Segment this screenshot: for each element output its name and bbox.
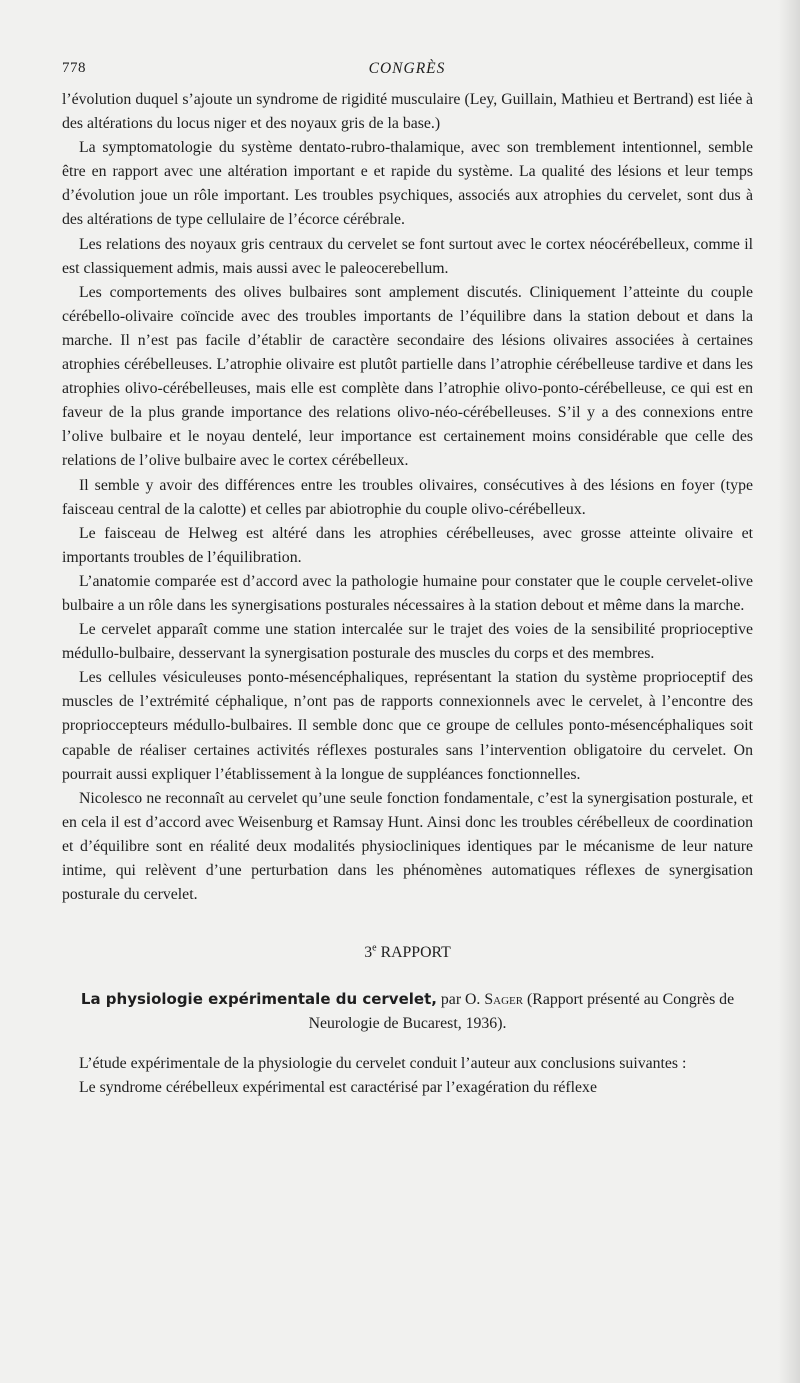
report-title: La physiologie expérimentale du cervelet, [80, 990, 437, 1009]
page-edge-shadow [778, 0, 800, 1383]
running-header [62, 60, 752, 84]
paragraph: Le faisceau de Helweg est altéré dans les atrophies cérébelleuses, avec grosse atteinte olivaire et importants troubles de l’équilibration. [62, 524, 753, 566]
section-number: 3 [364, 944, 373, 962]
paragraph: l’évolution duquel s’ajoute un syndrome de rigidité musculaire (Ley, Guillain, Mathieu et Bertrand) est liée à des altérations du locus niger et des noyaux gris de la base.) [62, 91, 753, 133]
paragraph: Les cellules vésiculeuses ponto-mésencéphaliques, représentant la station du système proprioceptif des muscles de l’extrémité céphalique, n’ont pas de rapports connexionnels avec le cervelet, à l’encontre des proprioccepteurs médullo-bulbaires. Il semble donc que ce groupe de cellules ponto-mésencéphaliques soit capable de réaliser certaines activités réflexes posturales sans l’intervention obligatoire du cervelet. On pourrait aussi expliquer l’établissement à la longue de suppléances fonctionnelles. [62, 669, 753, 783]
paragraph: Les relations des noyaux gris centraux du cervelet se font surtout avec le cortex néocérébelleux, comme il est classiquement admis, mais aussi avec le paleocerebellum. [62, 235, 753, 277]
report-author: Sager [484, 991, 524, 1009]
section-ordinal-suffix: e [372, 942, 377, 954]
paragraph: Les comportements des olives bulbaires sont amplement discutés. Cliniquement l’atteinte du couple cérébello-olivaire coïncide avec des troubles importants de l’équilibre dans la station debout et dans la marche. Il n’est pas facile d’établir de caractère secondaire des lésions olivaires associées à certaines atrophies cérébelleuses. L’atrophie olivaire est plutôt partielle dans l’atrophie cérébelleuse tardive et dans les atrophies olivo-cérébelleuses, mais elle est complète dans l’atrophie olivo-ponto-cérébelleuse, ce qui est en faveur de la plus grande importance des relations olivo-néo-cérébelleuses. S’il y a des connexions entre l’olive bulbaire et le noyau dentelé, leur importance est certainement moins considérable que celle des relations de l’olive bulbaire avec le cortex cérébelleux. [62, 283, 753, 470]
paragraph: La symptomatologie du système dentato-rubro-thalamique, avec son tremblement intentionnel, semble être en rapport avec une altération important e et rapide du système. La qualité des lésions et leur temps d’évolution joue un rôle important. Les troubles psychiques, associés aux atrophies du cervelet, sont dus à des altérations de type cellulaire de l’écorce cérébrale. [62, 139, 753, 229]
running-title: CONGRÈS [368, 60, 446, 77]
paragraph: Il semble y avoir des différences entre les troubles olivaires, consécutives à des lésions en foyer (type faisceau central de la calotte) et celles par abiotrophie du couple olivo-cérébelleux. [62, 476, 753, 518]
page-number: 778 [62, 60, 86, 76]
report-title-block [62, 987, 753, 1036]
report-note: (Rapport présenté au Congrès de Neurologie de Bucarest, 1936). [308, 991, 735, 1033]
paragraph: Le cervelet apparaît comme une station intercalée sur le trajet des voies de la sensibilité proprioceptive médullo-bulbaire, desservant la synergisation posturale des muscles du corps et des membres. [62, 621, 753, 663]
section-label: RAPPORT [380, 944, 451, 962]
report-by: par O. [440, 991, 481, 1009]
paragraph: Le syndrome cérébelleux expérimental est caractérisé par l’exagération du réflexe [79, 1079, 597, 1097]
paragraph: L’anatomie comparée est d’accord avec la pathologie humaine pour constater que le couple cervelet-olive bulbaire a un rôle dans les synergisations posturales nécessaires à la station debout et même dans la marche. [62, 572, 753, 614]
body-text [62, 88, 753, 1101]
paragraph: L’étude expérimentale de la physiologie du cervelet conduit l’auteur aux conclusions suivantes : [79, 1055, 687, 1073]
section-heading [62, 941, 753, 965]
paragraph: Nicolesco ne reconnaît au cervelet qu’une seule fonction fondamentale, c’est la synergisation posturale, et en cela il est d’accord avec Weisenburg et Ramsay Hunt. Ainsi donc les troubles cérébelleux de coordination et d’équilibre sont en réalité deux modalités physiocliniques identiques par le mécanisme de leur nature intime, qui relèvent d’une perturbation dans les phénomènes automatiques réflexes de synergisation posturale du cervelet. [62, 789, 753, 904]
